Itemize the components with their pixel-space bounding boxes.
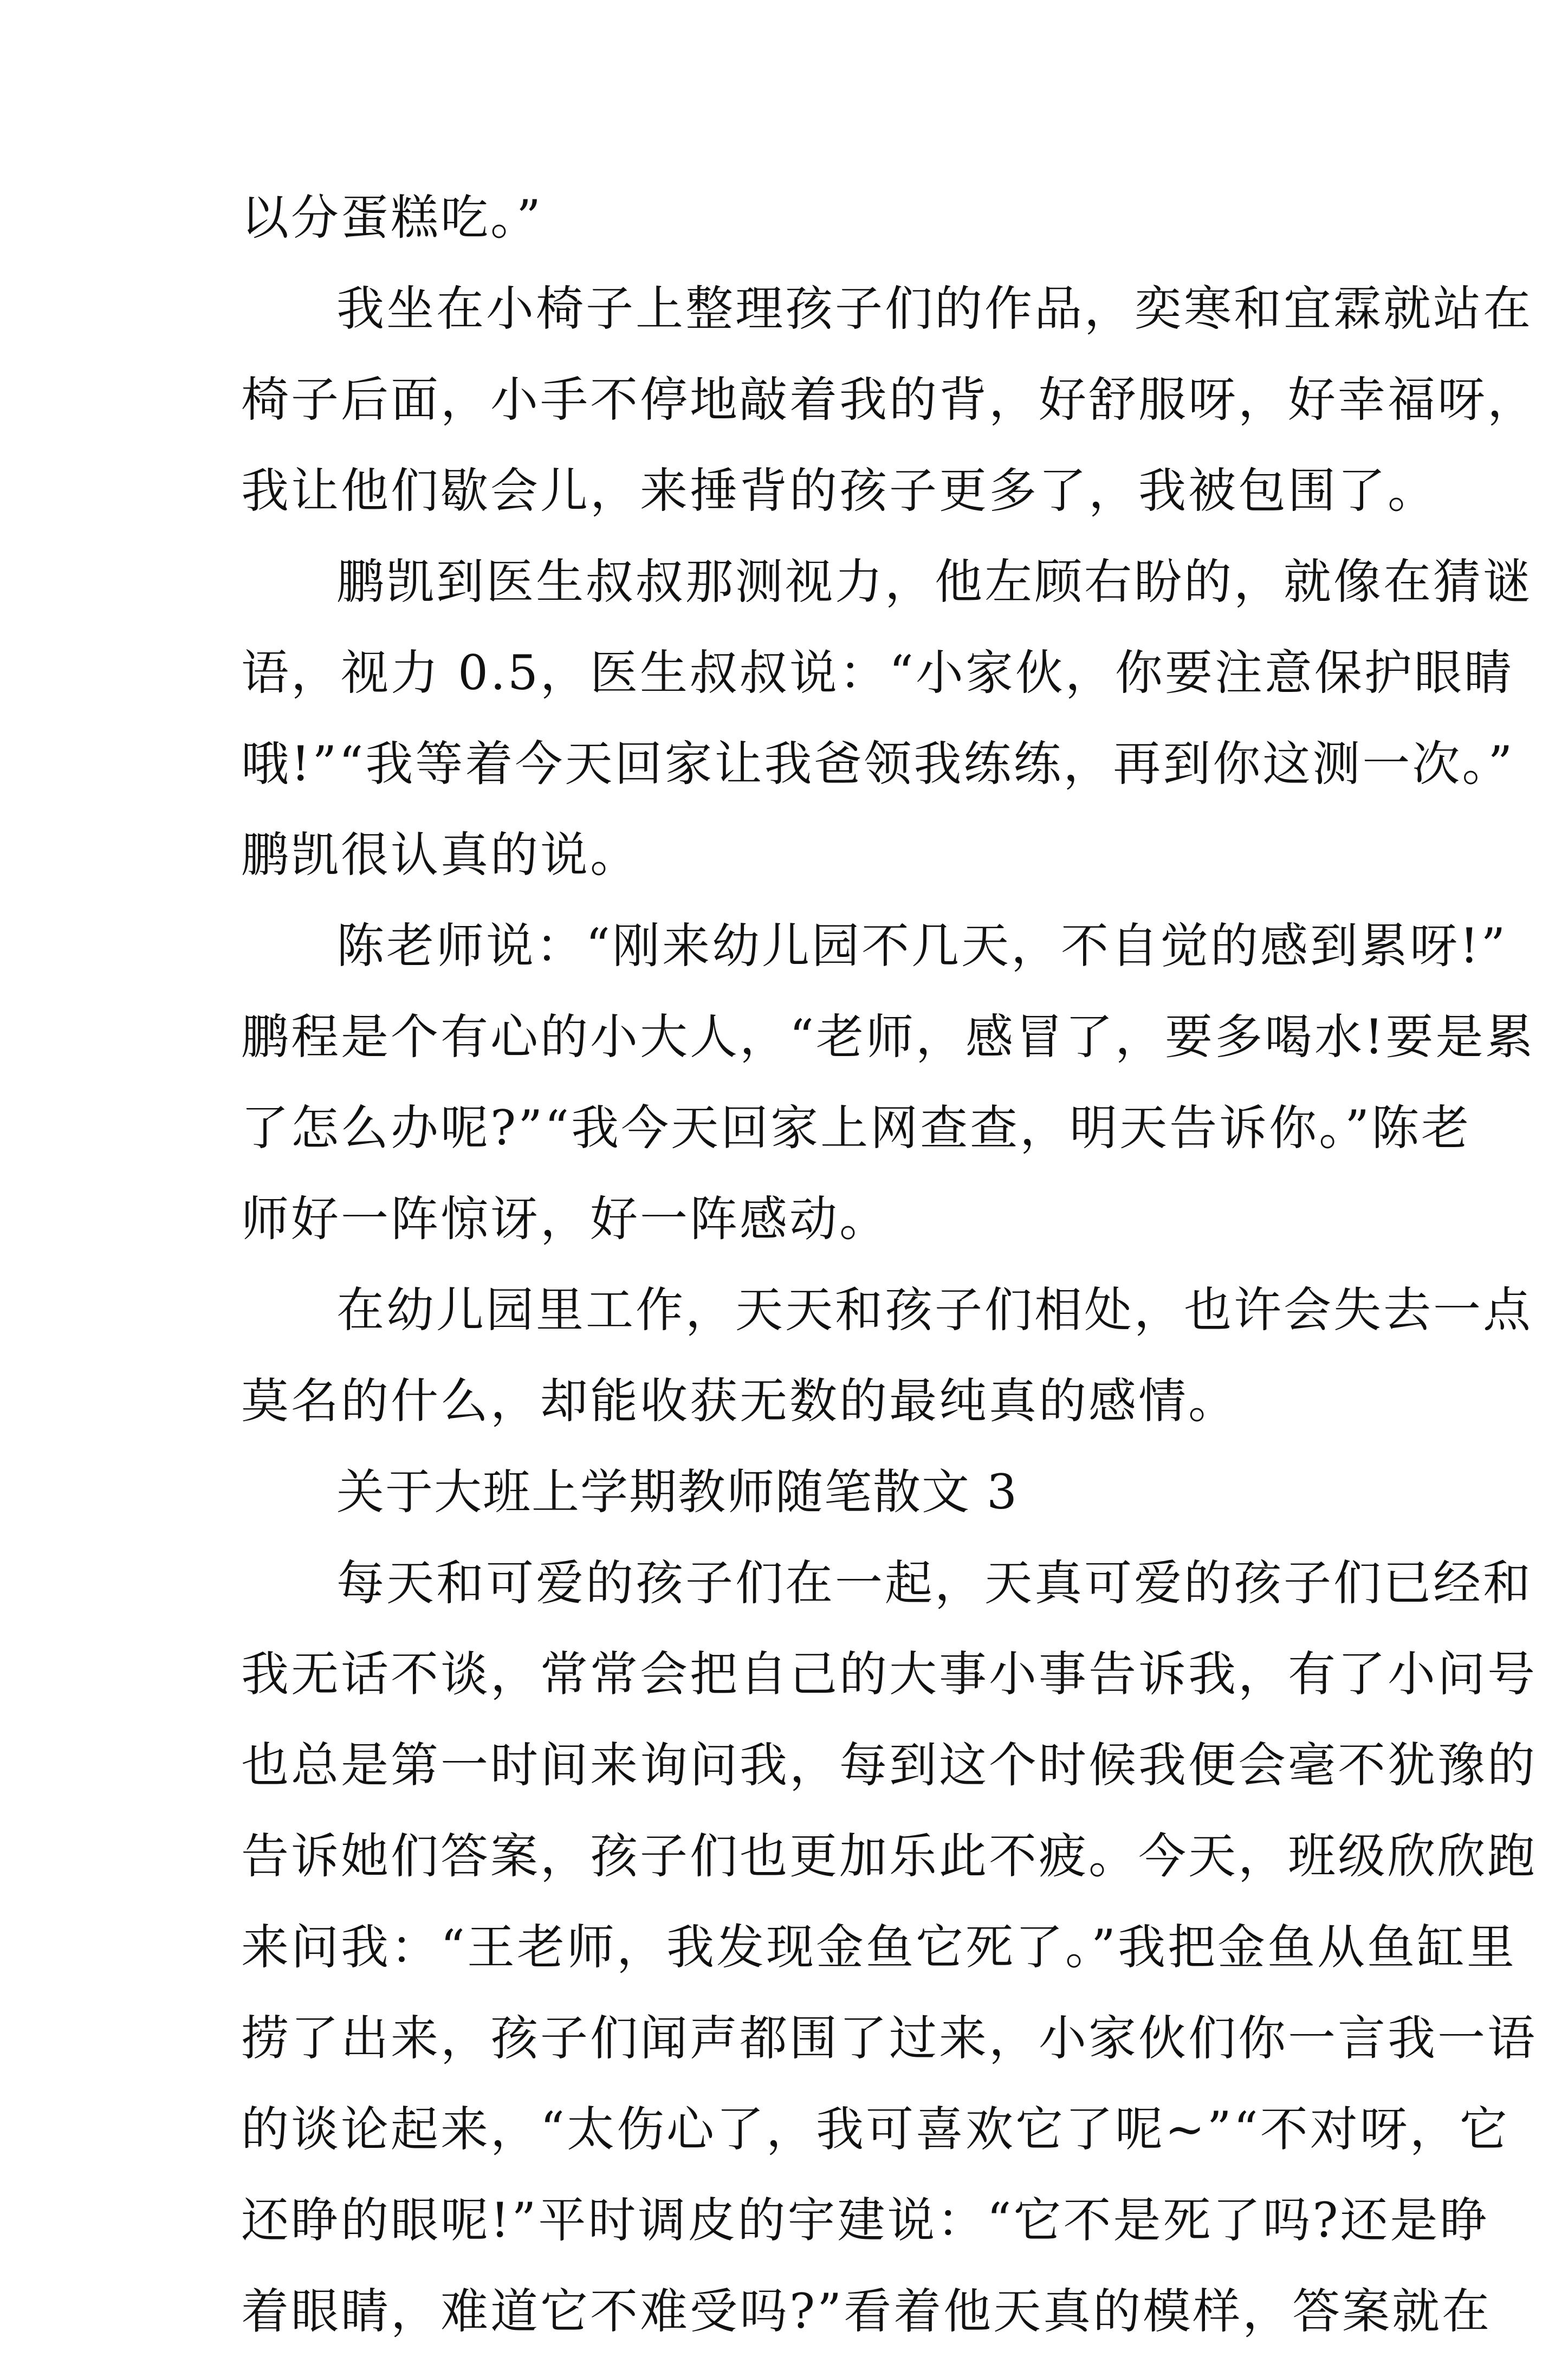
text-line: 语，视力 0.5，医生叔叔说：“小家伙，你要注意保护眼睛 [241,645,1514,701]
text-line: 鹏程是个有心的小大人，“老师，感冒了，要多喝水!要是累 [241,1009,1535,1065]
text-line: 我让他们歇会儿，来捶背的孩子更多了，我被包围了。 [241,463,1438,519]
text-line: 我坐在小椅子上整理孩子们的作品，奕寒和宜霖就站在 [336,281,1533,336]
text-line: 告诉她们答案，孩子们也更加乐此不疲。今天，班级欣欣跑 [241,1828,1538,1884]
text-line: 还睁的眼呢!”平时调皮的宇建说：“它不是死了吗?还是睁 [241,2192,1490,2248]
text-line: 在幼儿园里工作，天天和孩子们相处，也许会失去一点 [336,1282,1533,1338]
body-text [241,172,1538,2357]
text-line: 着眼睛，难道它不难受吗?”看着他天真的模样，答案就在 [241,2283,1492,2339]
text-line: 鹏凯很认真的说。 [241,827,640,883]
section-heading: 关于大班上学期教师随笔散文 3 [336,1464,1018,1520]
text-line: 我无话不谈，常常会把自己的大事小事告诉我，有了小问号 [241,1646,1538,1702]
text-line: 师好一阵惊讶，好一阵感动。 [241,1191,890,1247]
text-line: 莫名的什么，却能收获无数的最纯真的感情。 [241,1373,1239,1429]
text-line: 了怎么办呢?”“我今天回家上网查查，明天告诉你。”陈老 [241,1100,1472,1156]
text-line: 的谈论起来，“太伤心了，我可喜欢它了呢~”“不对呀，它 [241,2101,1509,2157]
text-line: 鹏凯到医生叔叔那测视力，他左顾右盼的，就像在猜谜 [336,554,1533,610]
text-line: 椅子后面，小手不停地敲着我的背，好舒服呀，好幸福呀， [241,372,1538,428]
text-line: 每天和可爱的孩子们在一起，天真可爱的孩子们已经和 [336,1555,1533,1611]
text-line: 以分蛋糕吃。” [241,190,543,245]
text-line: 来问我：“王老师，我发现金鱼它死了。”我把金鱼从鱼缸里 [241,1919,1517,1975]
text-line: 陈老师说：“刚来幼儿园不几天，不自觉的感到累呀!” [336,918,1508,974]
text-line: 哦!”“我等着今天回家让我爸领我练练，再到你这测一次。” [241,736,1515,792]
text-line: 捞了出来，孩子们闻声都围了过来，小家伙们你一言我一语 [241,2010,1538,2066]
text-line: 也总是第一时间来询问我，每到这个时候我便会毫不犹豫的 [241,1737,1538,1793]
